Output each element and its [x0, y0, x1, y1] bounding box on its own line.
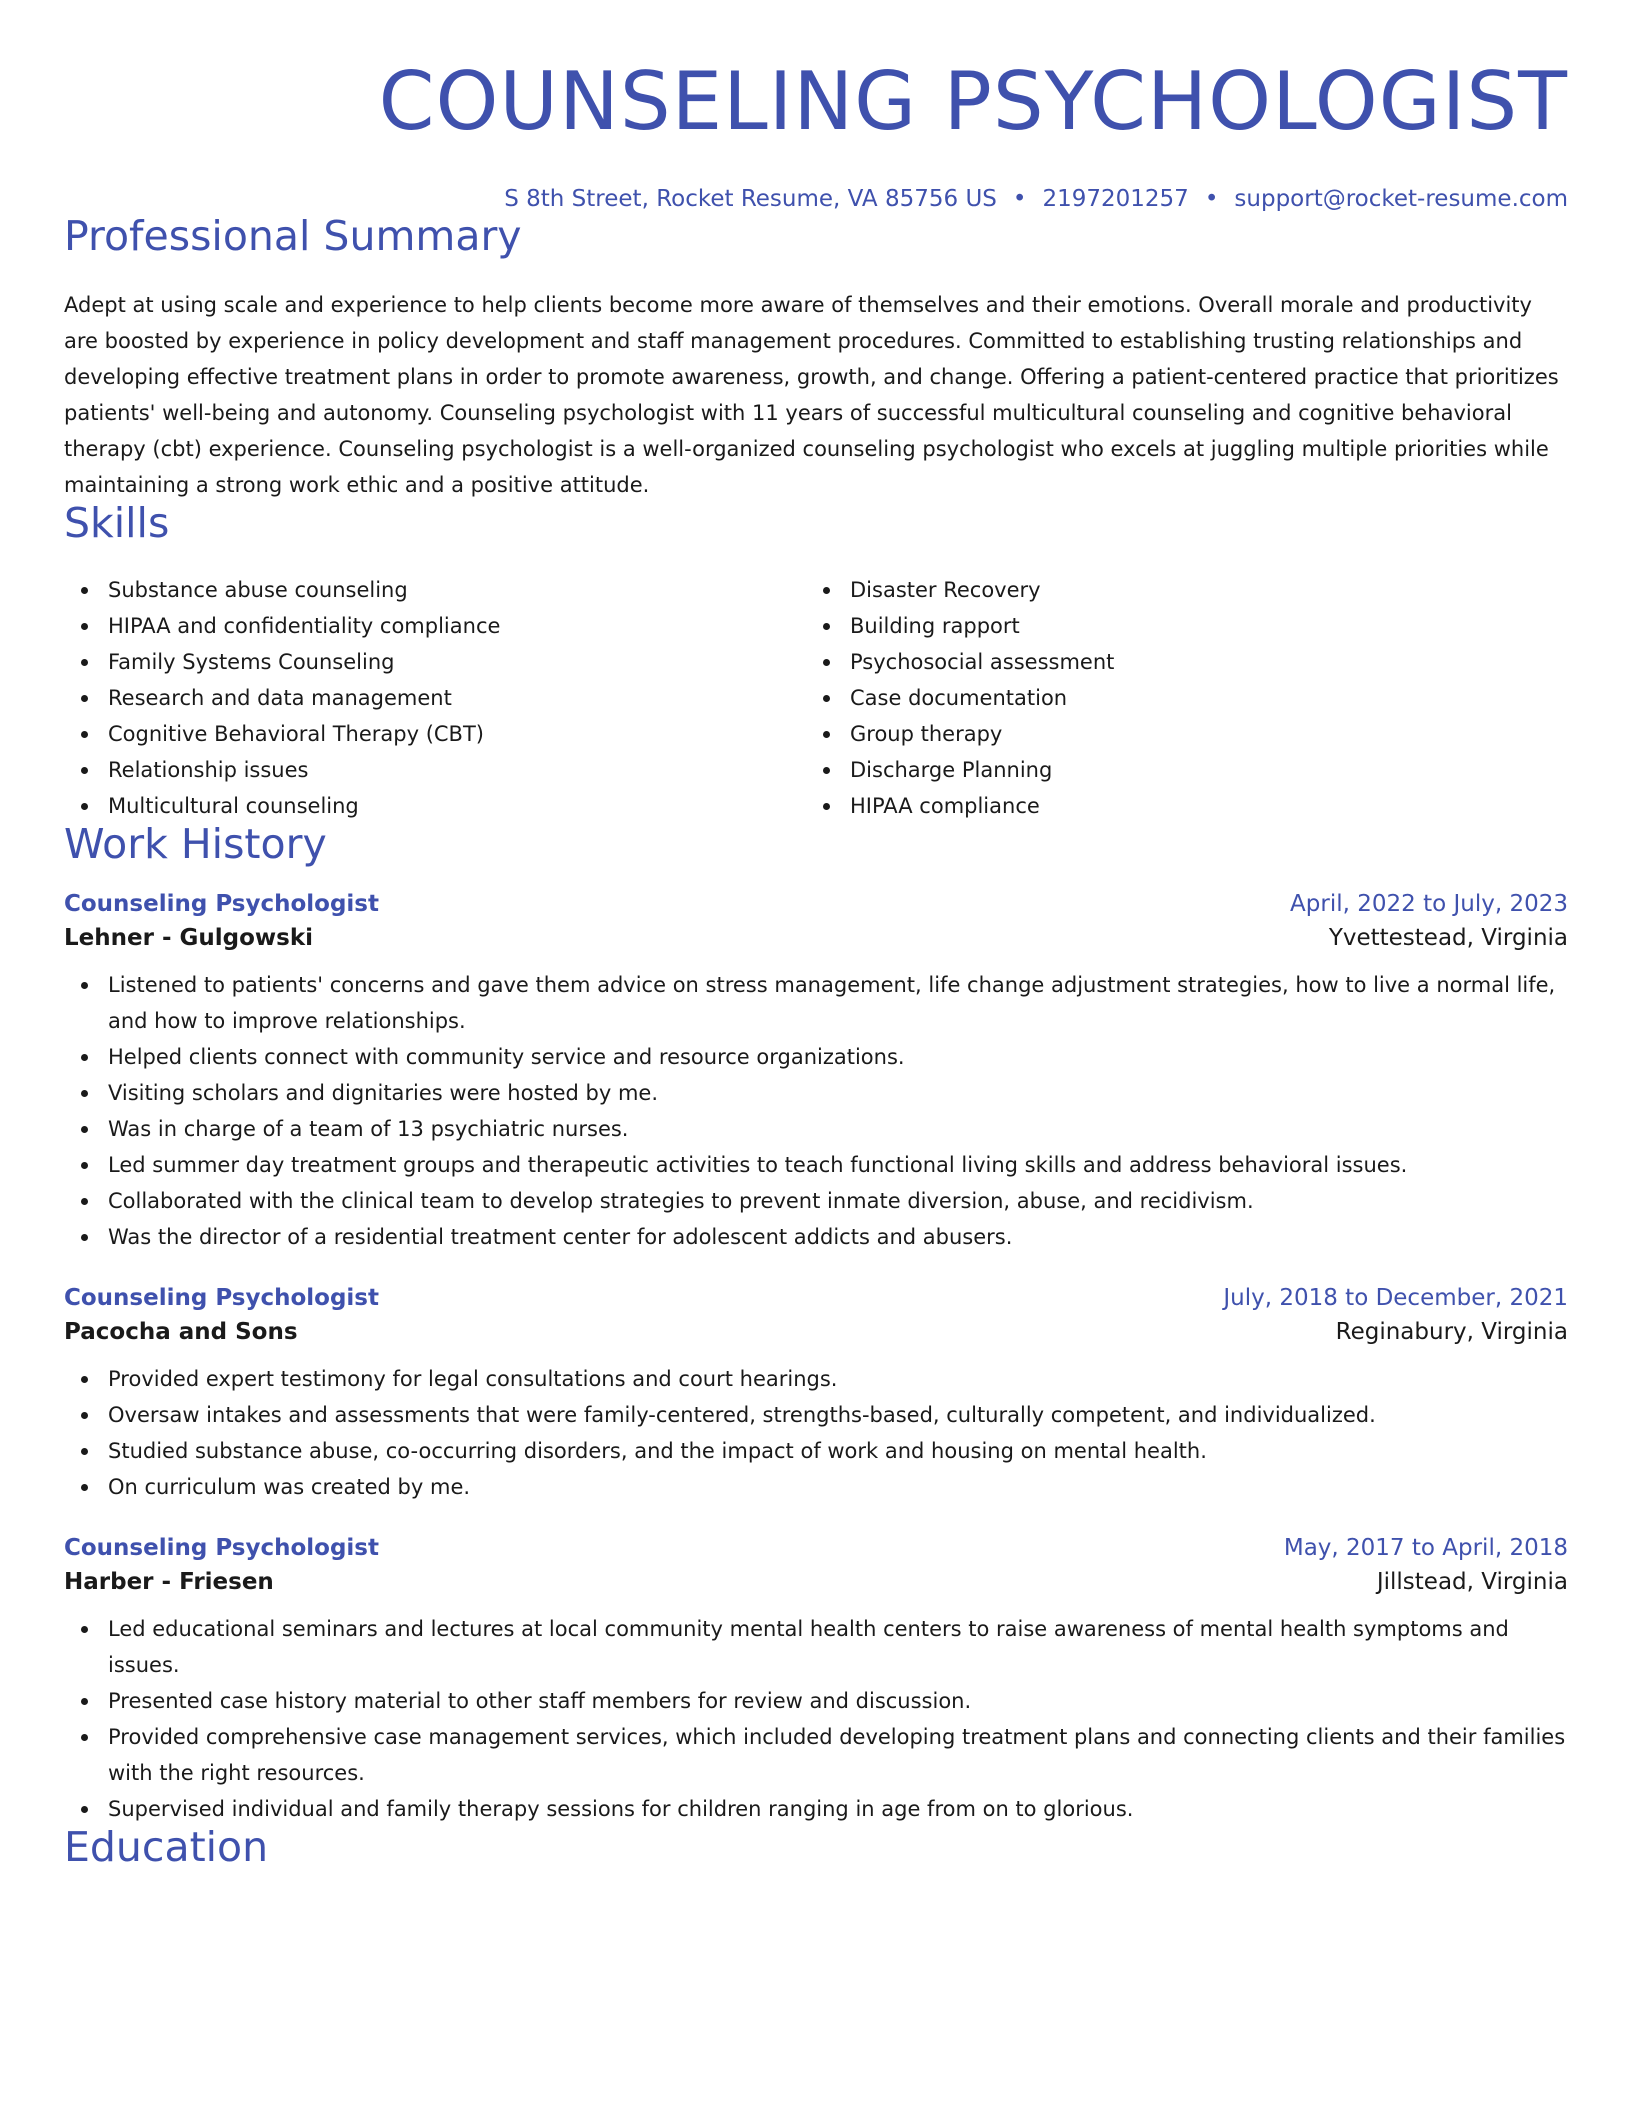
skills-list	[64, 572, 1568, 824]
job-entry	[64, 1535, 1568, 1827]
skill-item: Disaster Recovery	[806, 572, 1548, 608]
job-bullets	[64, 1361, 1568, 1505]
job-bullet: Helped clients connect with community service and resource organizations.	[64, 1039, 1568, 1075]
skill-item: HIPAA compliance	[806, 788, 1548, 824]
skills-column-right	[806, 572, 1548, 824]
job-dates: April, 2022 to July, 2023	[1290, 891, 1568, 917]
job-bullet: Visiting scholars and dignitaries were hosted by me.	[64, 1075, 1568, 1111]
job-bullet: Provided comprehensive case management services, which included developing treatment plans and connecting clients and their families with the right resources.	[64, 1719, 1568, 1791]
job-employer: Lehner - Gulgowski	[64, 925, 314, 951]
job-bullet: Oversaw intakes and assessments that were family-centered, strengths-based, culturally competent, and individualized.	[64, 1397, 1568, 1433]
skill-item: Family Systems Counseling	[64, 644, 806, 680]
job-dates: May, 2017 to April, 2018	[1283, 1535, 1568, 1561]
skill-item: Research and data management	[64, 680, 806, 716]
job-bullets	[64, 967, 1568, 1255]
contact-phone: 2197201257	[1042, 186, 1189, 212]
job-title: Counseling Psychologist	[64, 891, 379, 917]
contact-separator: •	[1012, 186, 1027, 212]
contact-address: S 8th Street, Rocket Resume, VA 85756 US	[504, 186, 997, 212]
job-dates: July, 2018 to December, 2021	[1223, 1285, 1568, 1311]
section-heading-work-history: Work History	[64, 820, 327, 868]
job-bullets	[64, 1611, 1568, 1827]
skill-item: Cognitive Behavioral Therapy (CBT)	[64, 716, 806, 752]
skills-column-left	[64, 572, 806, 824]
skill-item: HIPAA and confidentiality compliance	[64, 608, 806, 644]
job-location: Jillstead, Virginia	[1376, 1569, 1568, 1595]
skill-item: Relationship issues	[64, 752, 806, 788]
job-bullet: Collaborated with the clinical team to develop strategies to prevent inmate diversion, abuse, and recidivism.	[64, 1183, 1568, 1219]
job-bullet: Led summer day treatment groups and therapeutic activities to teach functional living skills and address behavioral issues.	[64, 1147, 1568, 1183]
skill-item: Substance abuse counseling	[64, 572, 806, 608]
skill-item: Psychosocial assessment	[806, 644, 1548, 680]
job-bullet: Supervised individual and family therapy sessions for children ranging in age from on to glorious.	[64, 1791, 1568, 1827]
summary-text: Adept at using scale and experience to help clients become more aware of themselves and their emotions. Overall morale and productivity are boosted by experience in policy development and staff management procedures. Committed to establishing trusting relationships and developing effective treatment plans in order to promote awareness, growth, and change. Offering a patient-centered practice that prioritizes patients' well-being and autonomy. Counseling psychologist with 11 years of successful multicultural counseling and cognitive behavioral therapy (cbt) experience. Counseling psychologist is a well-organized counseling psychologist who excels at juggling multiple priorities while maintaining a strong work ethic and a positive attitude.	[64, 293, 1559, 497]
skill-item: Building rapport	[806, 608, 1548, 644]
job-location: Reginabury, Virginia	[1335, 1319, 1568, 1345]
job-entry	[64, 891, 1568, 1255]
contact-separator: •	[1204, 186, 1219, 212]
resume-name: COUNSELING PSYCHOLOGIST	[378, 55, 1568, 148]
job-entry	[64, 1285, 1568, 1505]
job-bullet: Was in charge of a team of 13 psychiatric nurses.	[64, 1111, 1568, 1147]
job-title: Counseling Psychologist	[64, 1285, 379, 1311]
section-heading-summary: Professional Summary	[64, 212, 522, 260]
job-bullet: Was the director of a residential treatment center for adolescent addicts and abusers.	[64, 1219, 1568, 1255]
job-bullet: On curriculum was created by me.	[64, 1469, 1568, 1505]
section-heading-skills: Skills	[64, 499, 170, 547]
job-bullet: Provided expert testimony for legal consultations and court hearings.	[64, 1361, 1568, 1397]
job-employer: Pacocha and Sons	[64, 1319, 298, 1345]
section-heading-education: Education	[64, 1823, 269, 1871]
job-bullet: Studied substance abuse, co-occurring disorders, and the impact of work and housing on mental health.	[64, 1433, 1568, 1469]
skill-item: Discharge Planning	[806, 752, 1548, 788]
contact-email: support@rocket-resume.com	[1234, 186, 1568, 212]
job-bullet: Presented case history material to other staff members for review and discussion.	[64, 1683, 1568, 1719]
job-location: Yvettestead, Virginia	[1328, 925, 1568, 951]
job-title: Counseling Psychologist	[64, 1535, 379, 1561]
skill-item: Group therapy	[806, 716, 1548, 752]
skill-item: Multicultural counseling	[64, 788, 806, 824]
job-bullet: Listened to patients' concerns and gave them advice on stress management, life change adjustment strategies, how to live a normal life, and how to improve relationships.	[64, 967, 1568, 1039]
skill-item: Case documentation	[806, 680, 1548, 716]
job-bullet: Led educational seminars and lectures at local community mental health centers to raise awareness of mental health symptoms and issues.	[64, 1611, 1568, 1683]
job-employer: Harber - Friesen	[64, 1569, 274, 1595]
